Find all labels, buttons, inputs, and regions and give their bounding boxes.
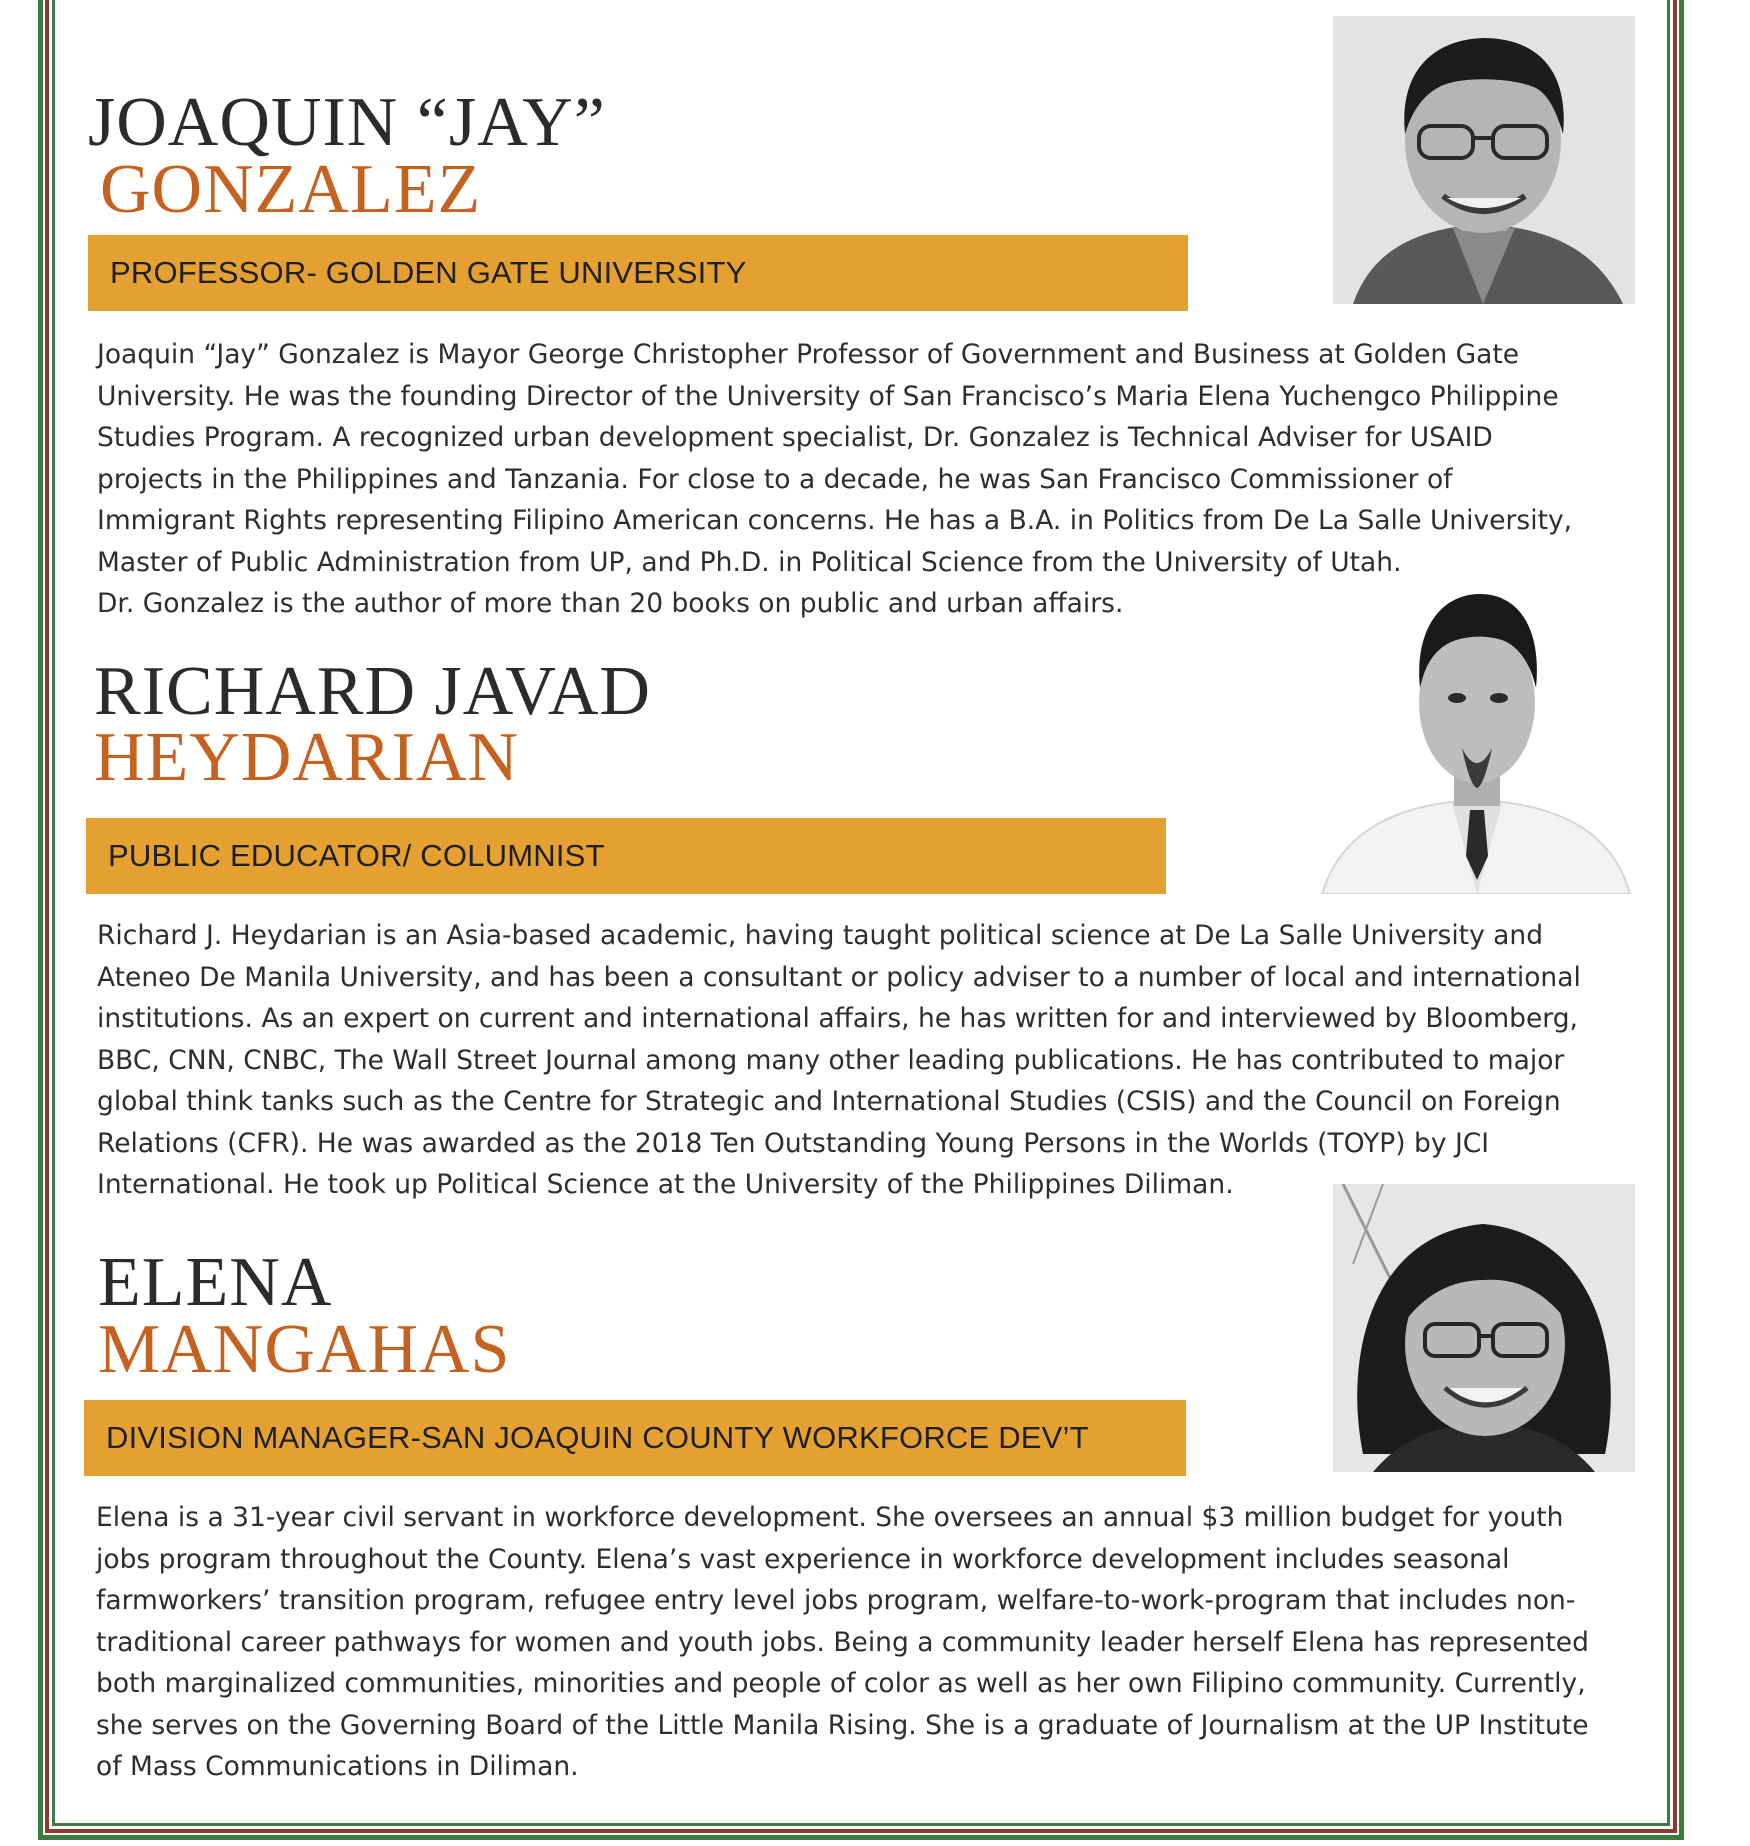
profile-role: PROFESSOR- GOLDEN GATE UNIVERSITY — [110, 255, 747, 290]
profile-photo-heydarian — [1312, 588, 1638, 894]
profile-role-bar — [88, 235, 1188, 311]
profile-first-name: JOAQUIN “JAY” — [88, 84, 606, 161]
profile-bio: Richard J. Heydarian is an Asia-based academic, having taught political science at De La Salle University and Ateneo De Manila University, and has been a consultant or policy adviser to a number of local and international institutions. As an expert on current and international affairs, he has written for and interviewed by Bloomberg, BBC, CNN, CNBC, The Wall Street Journal among many other leading publications. He has contributed to major global think tanks such as the Centre for Strategic and International Studies (CSIS) and the Council on Foreign Relations (CFR). He was awarded as the 2018 Ten Outstanding Young Persons in the Worlds (TOYP) by JCI International. He took up Political Science at the University of the Philippines Diliman. — [97, 920, 1581, 1200]
profile-last-name: GONZALEZ — [100, 151, 482, 228]
profile-photo-mangahas — [1333, 1184, 1635, 1472]
profile-bio: Elena is a 31-year civil servant in workforce development. She oversees an annual $3 million budget for youth jobs program throughout the County. Elena’s vast experience in workforce development includes seasonal farmworkers’ transition program, refugee entry level jobs program, welfare-to-work-program that includes non- traditional career pathways for women and youth jobs. Being a community leader herself Elena has represented both marginalized communities, minorities and people of color as well as her own Filipino community. Currently, she serves on the Governing Board of the Little Manila Rising. She is a graduate of Journalism at the UP Institute of Mass Communications in Diliman. — [96, 1502, 1589, 1782]
profile-bio: Joaquin “Jay” Gonzalez is Mayor George Christopher Professor of Government and Business at Golden Gate University. He was the founding Director of the University of San Francisco’s Maria Elena Yuchengco Philippine Studies Program. A recognized urban development specialist, Dr. Gonzalez is Technical Adviser for USAID projects in the Philippines and Tanzania. For close to a decade, he was San Francisco Commissioner of Immigrant Rights representing Filipino American concerns. He has a B.A. in Politics from De La Salle University, Master of Public Administration from UP, and Ph.D. in Political Science from the University of Utah. Dr. Gonzalez is the author of more than 20 books on public and urban affairs. — [97, 339, 1573, 619]
profile-role: PUBLIC EDUCATOR/ COLUMNIST — [108, 838, 605, 873]
profile-last-name: HEYDARIAN — [94, 719, 520, 796]
profile-role-bar — [86, 818, 1166, 894]
profile-photo-gonzalez — [1333, 16, 1635, 304]
profile-first-name: RICHARD JAVAD — [94, 653, 651, 730]
profile-first-name: ELENA — [98, 1244, 333, 1321]
profile-role-bar — [84, 1400, 1186, 1476]
profile-last-name: MANGAHAS — [98, 1311, 511, 1388]
profile-role: DIVISION MANAGER-SAN JOAQUIN COUNTY WORKFORCE DEV’T — [106, 1420, 1089, 1455]
